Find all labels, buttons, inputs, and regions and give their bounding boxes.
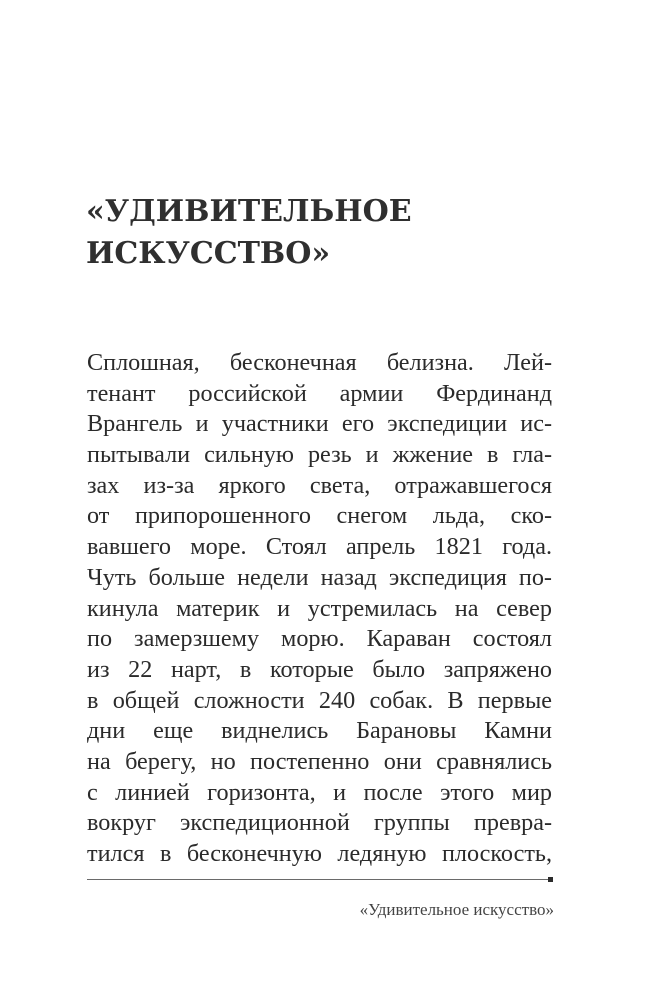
body-line: Чуть больше недели назад экспедиция по-	[87, 563, 552, 591]
body-line: пытывали сильную резь и жжение в гла-	[87, 441, 552, 469]
chapter-title	[86, 191, 586, 275]
body-line: вокруг экспедиционной группы превра-	[87, 809, 552, 837]
body-line: от припорошенного снегом льда, ско-	[87, 502, 552, 530]
body-line: из 22 нарт, в которые было запряжено	[87, 655, 552, 683]
running-footer-title: «Удивительное искусство»	[359, 900, 554, 919]
body-line: вавшего море. Стоял апрель 1821 года.	[87, 533, 552, 561]
body-line: по замерзшему морю. Караван состоял	[87, 625, 552, 653]
footer-divider-end-mark	[548, 877, 553, 882]
body-line: кинула материк и устремилась на север	[87, 594, 552, 622]
chapter-title-line: «УДИВИТЕЛЬНОЕ	[86, 194, 412, 229]
body-line: на берегу, но постепенно они сравнялись	[87, 747, 552, 775]
body-line: зах из-за яркого света, отражавшегося	[87, 471, 552, 499]
body-line: тенант российской армии Фердинанд	[87, 379, 552, 407]
footer-divider	[87, 879, 549, 880]
body-line: тился в бесконечную ледяную плоскость,	[87, 840, 552, 867]
body-line: дни еще виднелись Барановы Камни	[87, 717, 552, 745]
chapter-title-line: ИСКУССТВО»	[86, 236, 331, 271]
body-line: с линией горизонта, и после этого мир	[87, 778, 552, 806]
body-line: в общей сложности 240 собак. В первые	[87, 686, 552, 714]
body-line: Врангель и участники его экспедиции ис-	[87, 410, 552, 438]
body-paragraph	[87, 348, 552, 870]
body-line: Сплошная, бесконечная белизна. Лей-	[87, 349, 552, 376]
